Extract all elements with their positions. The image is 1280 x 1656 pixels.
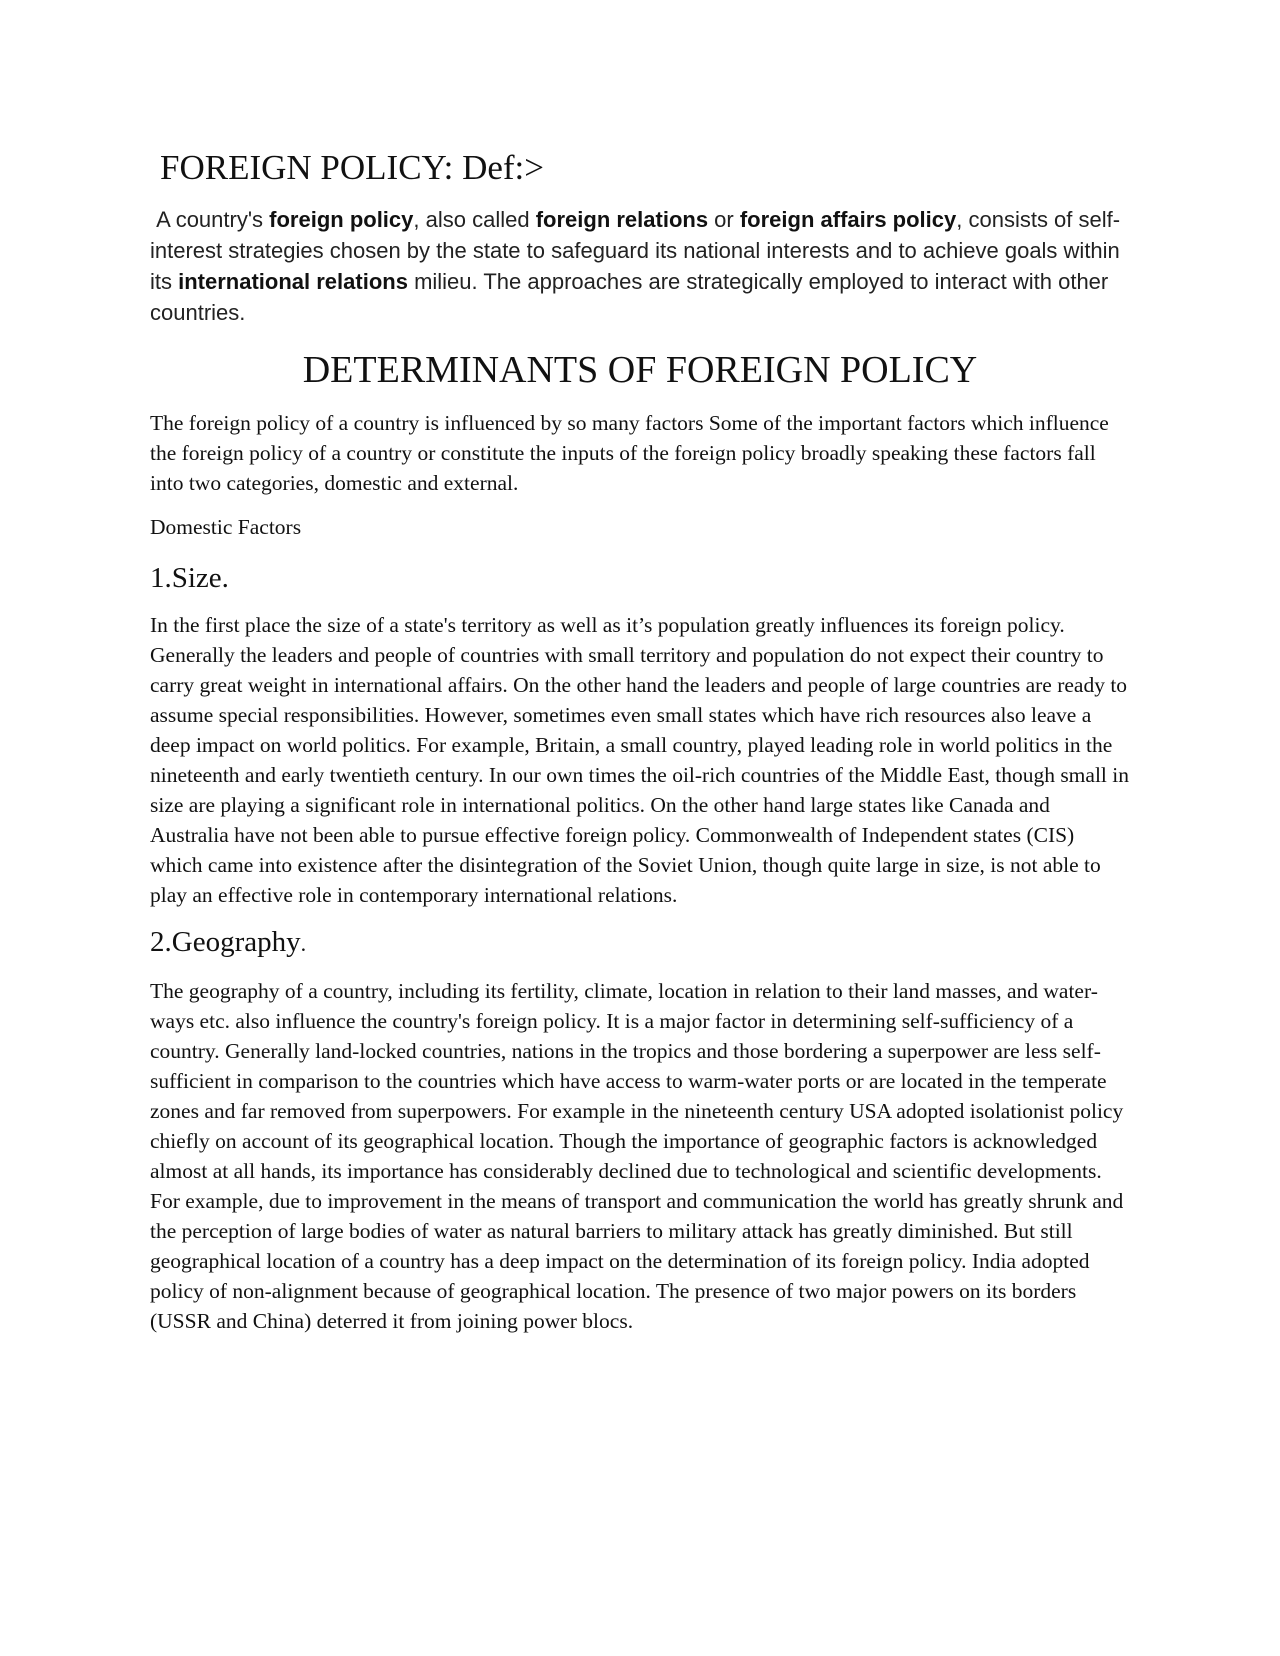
intro-text-4: , consists of self-interest strategies chosen by the state to safeguard its national interests and to achieve goals within its bbox=[150, 207, 1121, 294]
term-foreign-affairs-policy: foreign affairs policy bbox=[739, 207, 957, 232]
size-heading: 1.Size. bbox=[150, 562, 229, 594]
size-paragraph: In the first place the size of a state's territory as well as it’s population greatly influences its foreign policy. Generally the leaders and people of countries with small territory and population do not expect their country to carry great weight in international affairs. On the other hand the leaders and people of large countries are ready to assume special responsibilities. However, sometimes even small states which have rich resources also leave a deep impact on world politics. For example, Britain, a small country, played leading role in world politics in the nineteenth and early twentieth century. In our own times the oil-rich countries of the Middle East, though small in size are playing a significant role in international politics. On the other hand large states like Canada and Australia have not been able to pursue effective foreign policy. Commonwealth of Independent states (CIS) which came into existence after the disintegration of the Soviet Union, though quite large in size, is not able to play an effective role in contemporary international relations. bbox=[150, 613, 1129, 907]
intro-text-5: milieu. The approaches are strategically employed to interact with other countries. bbox=[150, 269, 1109, 325]
page-title: FOREIGN POLICY: Def:> bbox=[160, 148, 545, 187]
intro-paragraph bbox=[150, 204, 1130, 328]
document-content bbox=[150, 148, 1130, 1350]
term-foreign-relations: foreign relations bbox=[535, 207, 709, 232]
term-international-relations: international relations bbox=[178, 269, 408, 294]
term-foreign-policy: foreign policy bbox=[269, 207, 414, 232]
geography-paragraph: The geography of a country, including its fertility, climate, location in relation to their land masses, and water-ways etc. also influence the country's foreign policy. It is a major factor in determining self-sufficiency of a country. Generally land-locked countries, nations in the tropics and those bordering a superpower are less self-sufficient in comparison to the countries which have access to warm-water ports or are located in the temperate zones and far removed from superpowers. For example in the nineteenth century USA adopted isolationist policy chiefly on account of its geographical location. Though the importance of geographic factors is acknowledged almost at all hands, its importance has considerably declined due to technological and scientific developments. For example, due to improvement in the means of transport and communication the world has greatly shrunk and the perception of large bodies of water as natural barriers to military attack has greatly diminished. But still geographical location of a country has a deep impact on the determination of its foreign policy. India adopted policy of non-alignment because of geographical location. The presence of two major powers on its borders (USSR and China) deterred it from joining power blocs. bbox=[150, 979, 1124, 1333]
geography-heading bbox=[150, 924, 1130, 962]
geography-heading-dot: . bbox=[300, 931, 307, 956]
intro-text-2: , also called bbox=[413, 207, 536, 232]
intro-text-1: A country's bbox=[156, 207, 270, 232]
intro-text-3: or bbox=[708, 207, 740, 232]
geography-heading-text: 2.Geography bbox=[150, 926, 301, 958]
section-heading: DETERMINANTS OF FOREIGN POLICY bbox=[302, 349, 978, 391]
domestic-factors-label: Domestic Factors bbox=[150, 515, 302, 539]
overview-paragraph: The foreign policy of a country is influenced by so many factors Some of the important factors which influence the foreign policy of a country or constitute the inputs of the foreign policy broadly speaking these factors fall into two categories, domestic and external. bbox=[150, 411, 1109, 495]
